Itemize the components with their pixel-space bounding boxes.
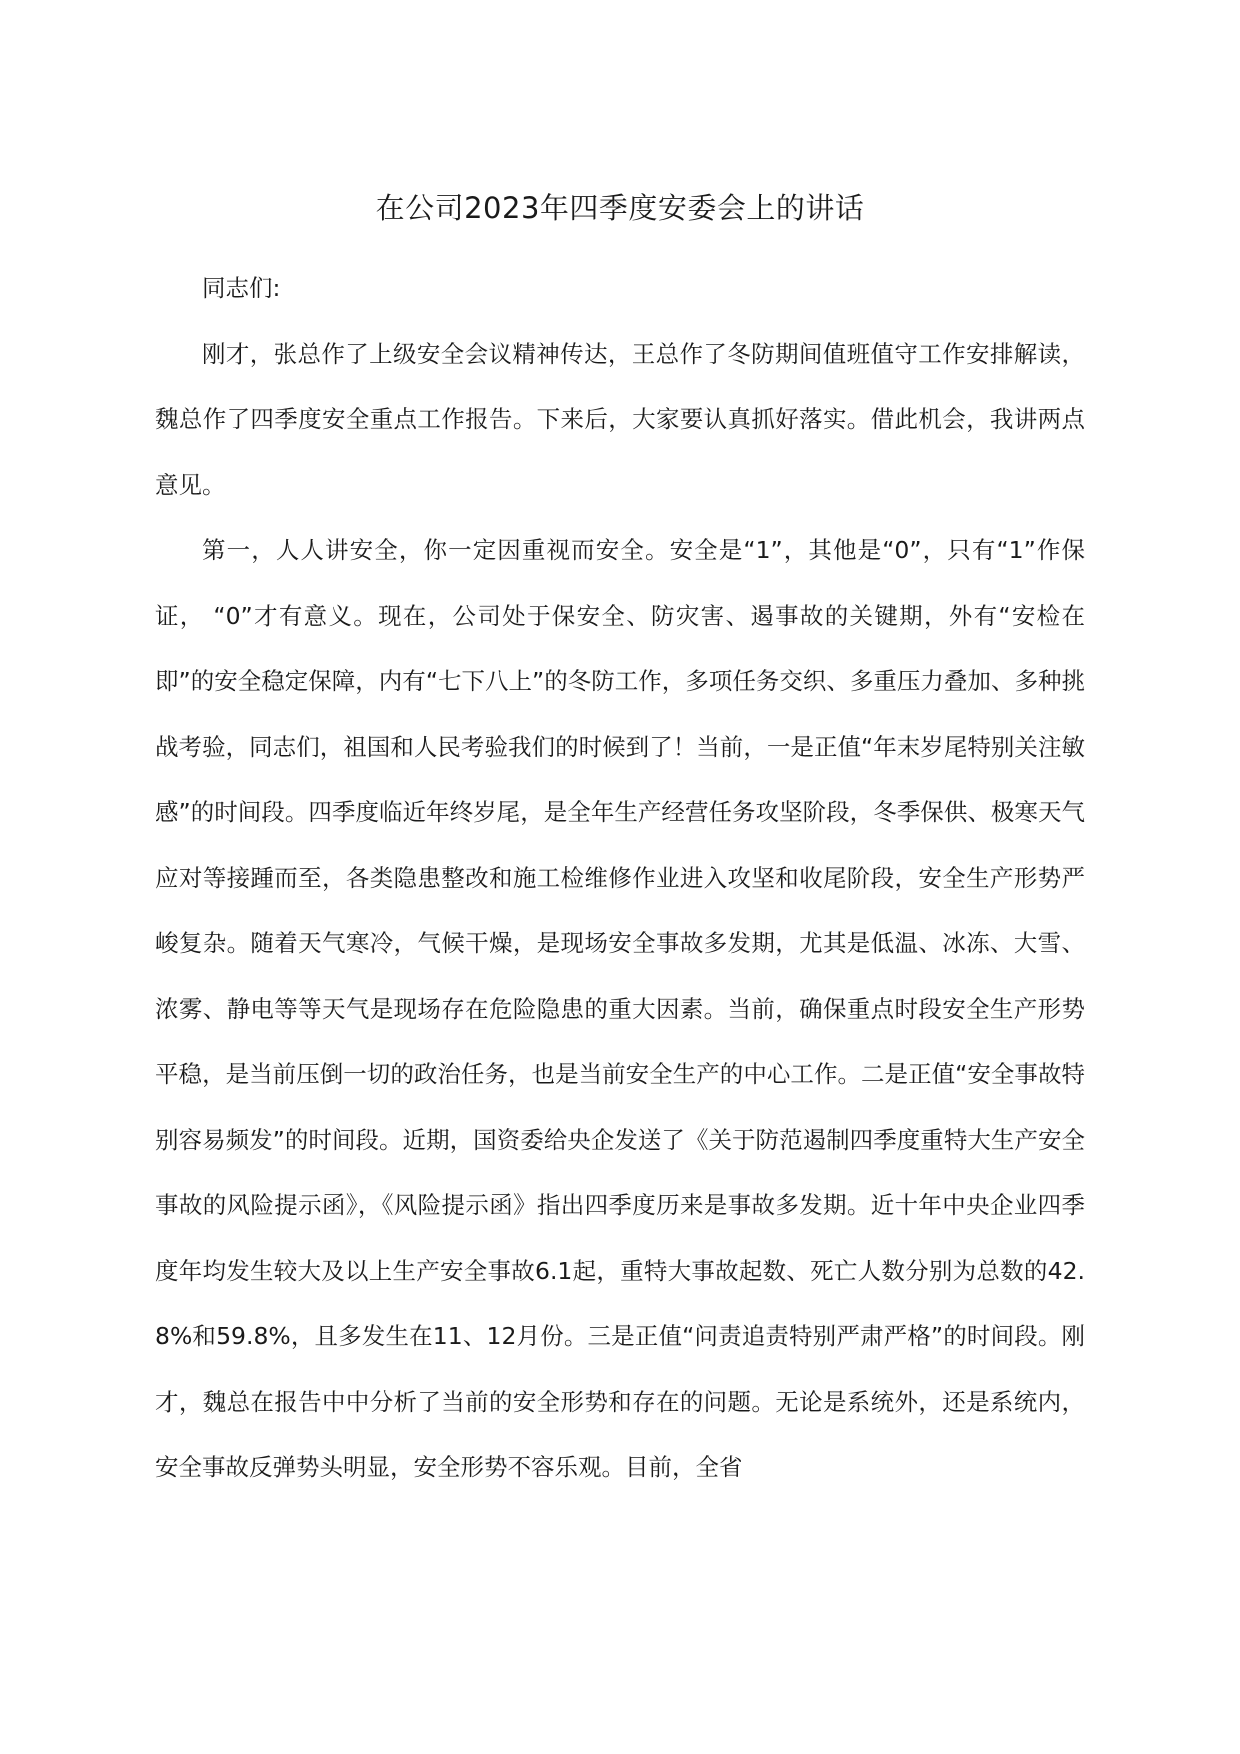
- document-body: [155, 256, 1085, 1501]
- salutation: 同志们:: [202, 274, 281, 302]
- document-title: 在公司2023年四季度安委会上的讲话: [375, 191, 865, 225]
- paragraph-1: 刚才，张总作了上级安全会议精神传达，王总作了冬防期间值班值守工作安排解读，魏总作了四季度安全重点工作报告。下来后，大家要认真抓好落实。借此机会，我讲两点意见。: [155, 339, 1085, 499]
- paragraph-2: 第一，人人讲安全，你一定因重视而安全。安全是“1”，其他是“0”，只有“1”作保证， “0”才有意义。现在，公司处于保安全、防灾害、遏事故的关键期，外有“安检在即”的安全稳定保障，内有“七下八上”的冬防工作，多项任务交织、多重压力叠加、多种挑战考验，同志们，祖国和人民考验我们的时候到了！当前，一是正值“年末岁尾特别关注敏感”的时间段。四季度临近年终岁尾，是全年生产经营任务攻坚阶段，冬季保供、极寒天气应对等接踵而至，各类隐患整改和施工检维修作业进入攻坚和收尾阶段，安全生产形势严峻复杂。随着天气寒冷，气候干燥，是现场安全事故多发期，尤其是低温、冰冻、大雪、浓雾、静电等等天气是现场存在危险隐患的重大因素。当前，确保重点时段安全生产形势平稳，是当前压倒一切的政治任务，也是当前安全生产的中心工作。二是正值“安全事故特别容易频发”的时间段。近期，国资委给央企发送了《关于防范遏制四季度重特大生产安全事故的风险提示函》，《风险提示函》指出四季度历来是事故多发期。近十年中央企业四季度年均发生较大及以上生产安全事故6.1起，重特大事故起数、死亡人数分别为总数的42.8%和59.8%，且多发生在11、12月份。三是正值“问责追责特别严肃严格”的时间段。刚才，魏总在报告中中分析了当前的安全形势和存在的问题。无论是系统外，还是系统内，安全事故反弹势头明显，安全形势不容乐观。目前，全省: [155, 536, 1085, 1481]
